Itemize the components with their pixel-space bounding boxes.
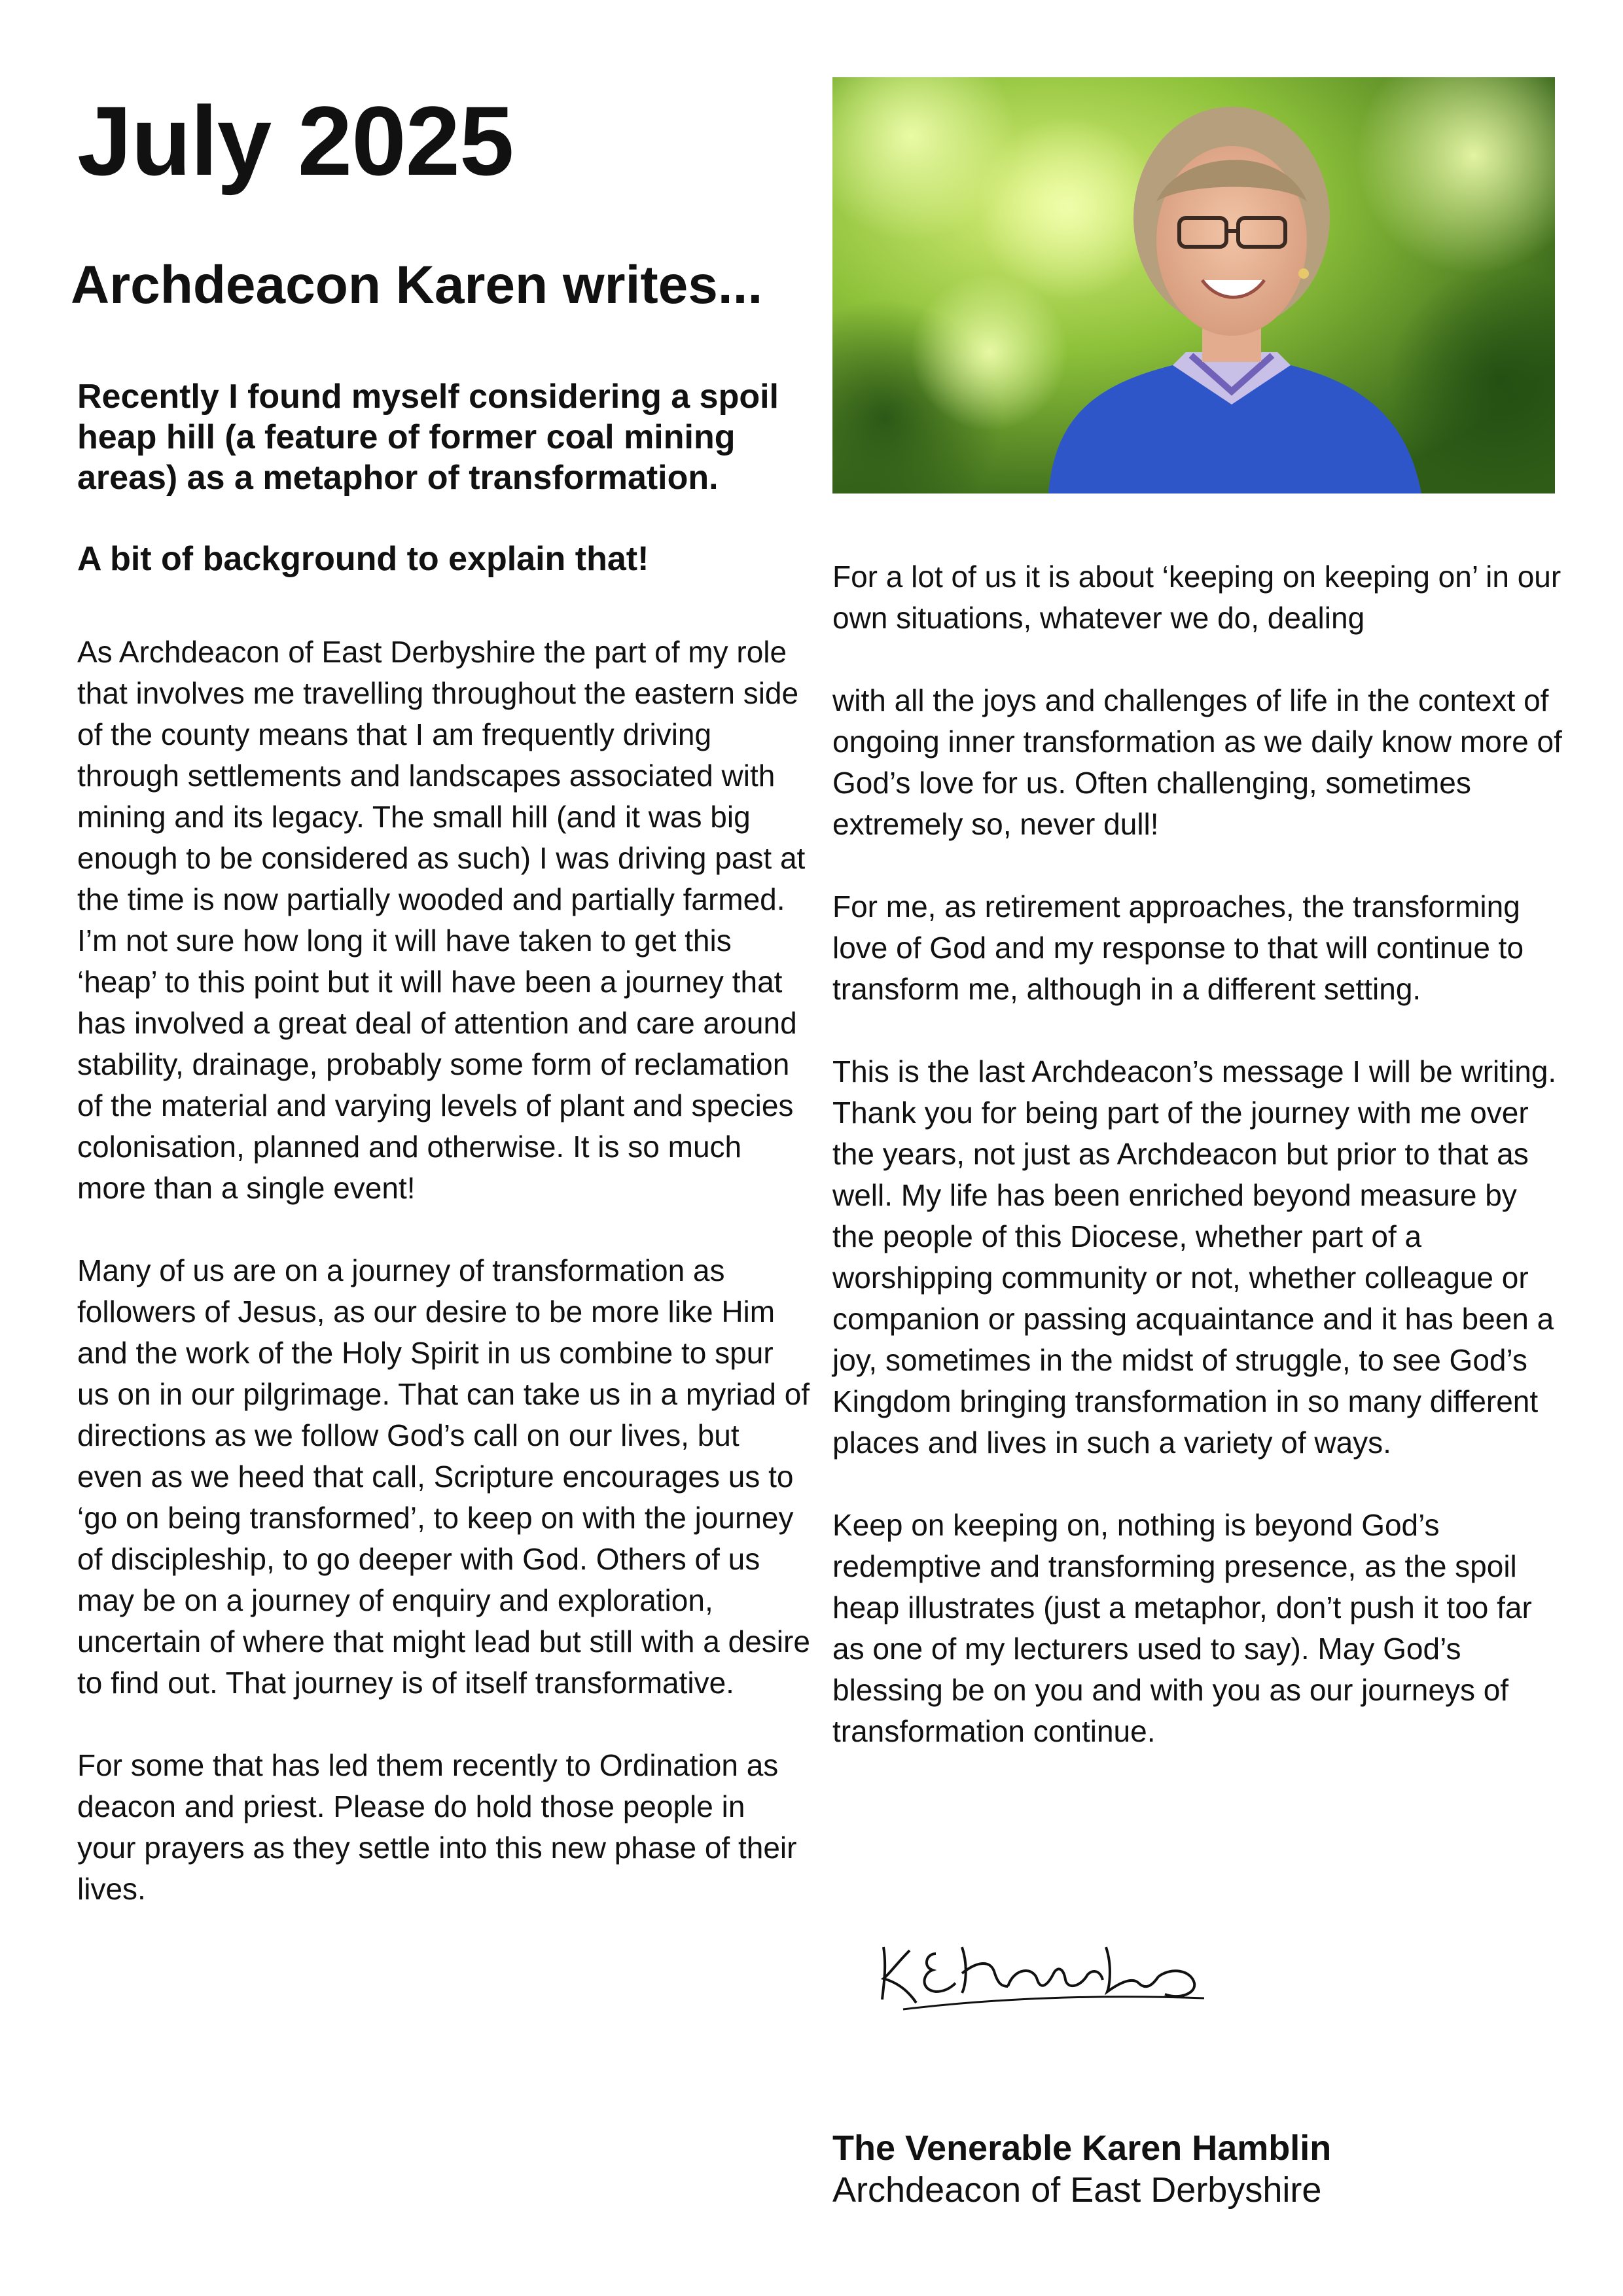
left-column — [77, 376, 810, 1910]
signature-image — [864, 1921, 1217, 2019]
portrait-image — [832, 77, 1555, 493]
handwritten-signature — [864, 1921, 1217, 2019]
body-paragraph: For me, as retirement approaches, the transforming love of God and my response to that will continue to transform me, although in a different setting. — [832, 889, 1524, 1006]
body-paragraph: This is the last Archdeacon’s message I will be writing. Thank you for being part of the journey with me over the years, not just as Archdeacon but prior to that as well. My life has been enriched beyond measure by the people of this Diocese, whether part of a worshipping community or not, whether colleague or companion or passing acquaintance and it has been a joy, sometimes in the midst of struggle, to see God’s Kingdom bringing transformation in so many different places and lives in such a variety of ways. — [832, 1054, 1557, 1460]
body-paragraph: with all the joys and challenges of life in the context of ongoing inner transformation as we daily know more of God’s love for us. Often challenging, sometimes extremely so, never dull! — [832, 683, 1562, 841]
intro-lead: Recently I found myself considering a spoil heap hill (a feature of former coal mining areas) as a metaphor of transformation. — [77, 378, 779, 497]
body-paragraph: As Archdeacon of East Derbyshire the part of my role that involves me travelling throughout the eastern side of the county means that I am frequently driving through settlements and landscapes associated with mining and its legacy. The small hill (and it was big enough to be considered as such) I was driving past at the time is now partially wooded and partially farmed. I’m not sure how long it will have taken to get this ‘heap’ to this point but it will have been a journey that has involved a great deal of attention and care around stability, drainage, probably some form of reclamation of the material and varying levels of plant and species colonisation, planned and otherwise. It is so much more than a single event! — [77, 635, 806, 1205]
article-headline: Archdeacon Karen writes... — [71, 255, 763, 315]
signatory-role: Archdeacon of East Derbyshire — [832, 2170, 1322, 2210]
page-date-title: July 2025 — [77, 86, 514, 196]
intro-subhead: A bit of background to explain that! — [77, 540, 649, 578]
body-paragraph: For a lot of us it is about ‘keeping on keeping on’ in our own situations, whatever we do, dealing — [832, 560, 1561, 635]
portrait-photo — [832, 77, 1555, 493]
right-column — [832, 556, 1565, 1752]
body-paragraph: Keep on keeping on, nothing is beyond God’s redemptive and transforming presence, as the spoil heap illustrates (just a metaphor, don’t push it too far as one of my lecturers used to say). May God’s blessing be on you and with you as our journeys of transformation continue. — [832, 1508, 1532, 1748]
body-paragraph: For some that has led them recently to Ordination as deacon and priest. Please do hold those people in your prayers as they settle into this new phase of their lives. — [77, 1748, 797, 1906]
signatory-name: The Venerable Karen Hamblin — [832, 2128, 1332, 2168]
body-paragraph: Many of us are on a journey of transformation as followers of Jesus, as our desire to be more like Him and the work of the Holy Spirit in us combine to spur us on in our pilgrimage. That can take us in a myriad of directions as we follow God’s call on our lives, but even as we heed that call, Scripture encourages us to ‘go on being transformed’, to keep on with the journey of discipleship, to go deeper with God. Others of us may be on a journey of enquiry and exploration, uncertain of where that might lead but still with a desire to find out. That journey is of itself transformative. — [77, 1253, 810, 1700]
